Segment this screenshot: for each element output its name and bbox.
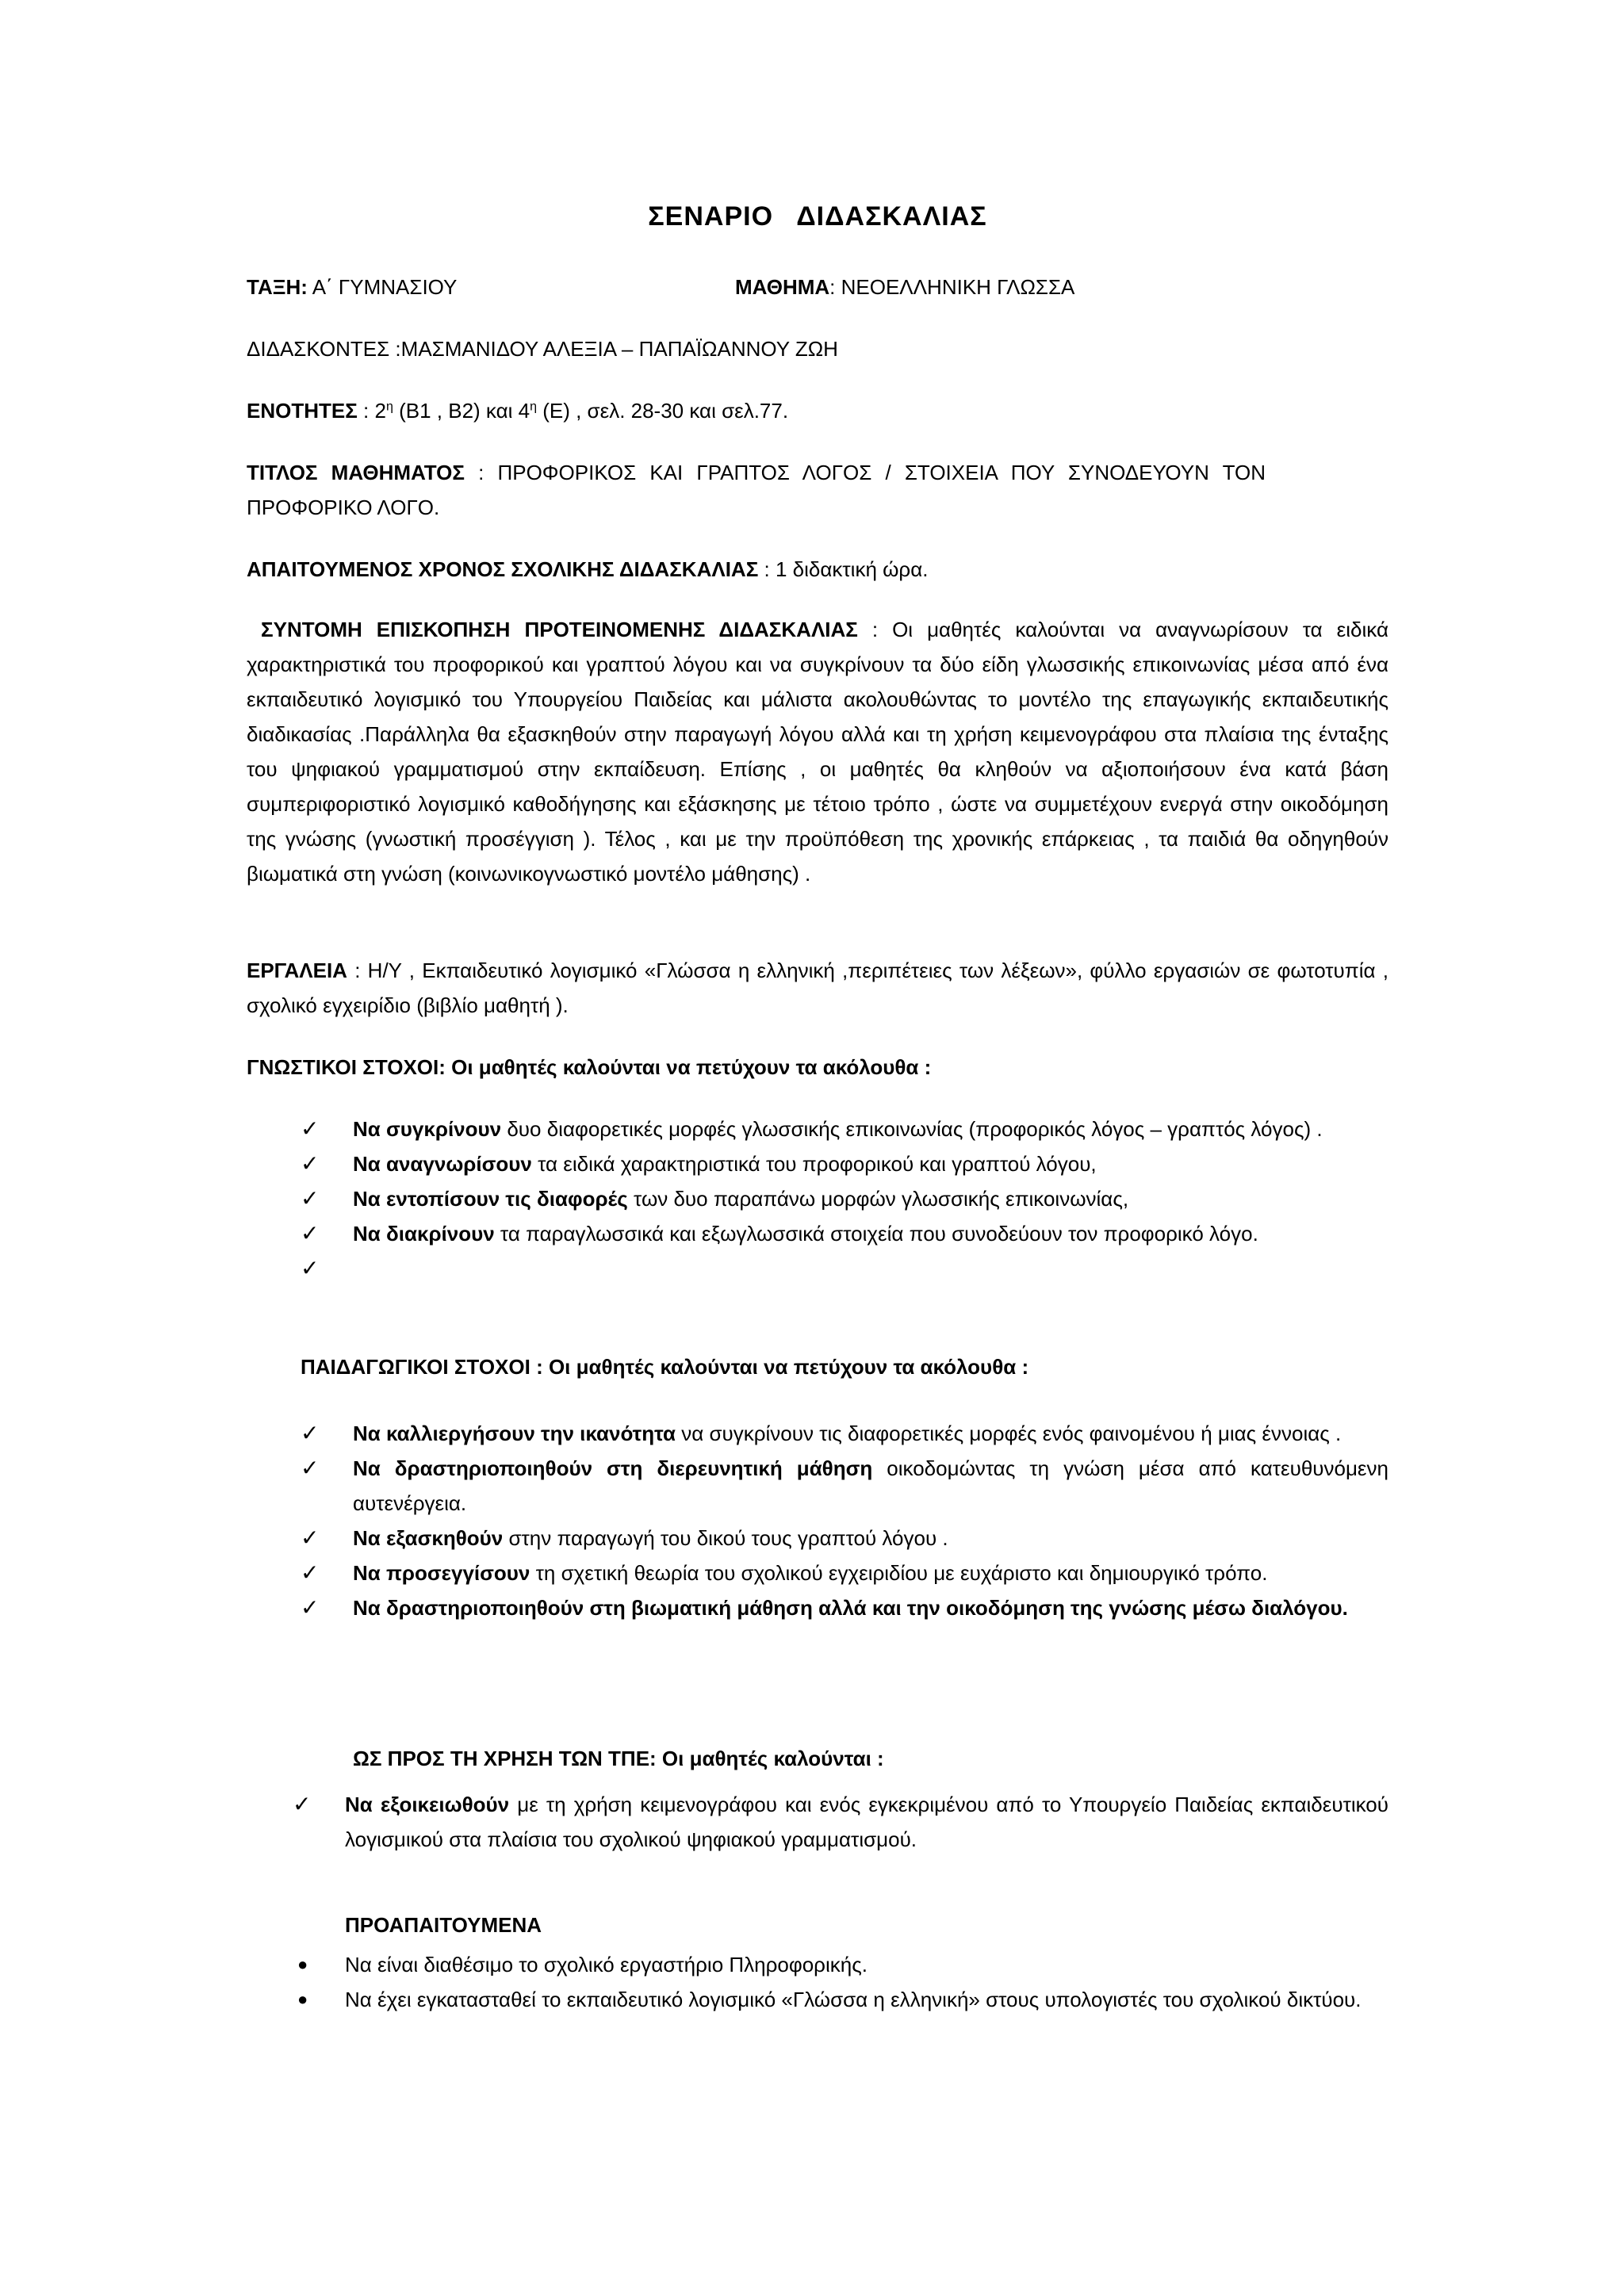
units-line: [247, 393, 788, 428]
goal-verb: Να διακρίνουν: [353, 1222, 495, 1246]
lesson-title-paragraph: [247, 455, 1266, 525]
goal-verb: Να προσεγγίσουν: [353, 1561, 530, 1585]
teachers-line: ΔΙΔΑΣΚΟΝΤΕΣ :ΜΑΣΜΑΝΙΔΟΥ ΑΛΕΞΙΑ – ΠΑΠΑΪΩΑΝΝΟΥ ΖΩΗ: [247, 337, 838, 361]
goal-text: με τη χρήση κειμενογράφου και ενός εγκεκριμένου από το Υπουργείο Παιδείας εκπαιδευτικού λογισμικού στα πλαίσια του σχολικού ψηφιακού γραμματισμού.: [345, 1793, 1388, 1851]
page-title: ΣΕΝΑΡΙΟ ΔΙΔΑΣΚΑΛΙΑΣ: [648, 201, 987, 232]
tools-paragraph: [247, 953, 1388, 1023]
class-value: Α΄ ΓΥΜΝΑΣΙΟΥ: [312, 275, 458, 299]
cognitive-goals-list: [247, 1112, 1388, 1286]
list-item: [247, 1146, 1388, 1181]
bullet-dot-icon: ●: [297, 1954, 308, 1974]
time-label: ΑΠΑΙΤΟΥΜΕΝΟΣ ΧΡΟΝΟΣ ΣΧΟΛΙΚΗΣ ΔΙΔΑΣΚΑΛΙΑΣ: [247, 557, 759, 581]
goal-text: στην παραγωγή του δικού τους γραπτού λόγου .: [503, 1526, 948, 1550]
goal-text: των δυο παραπάνω μορφών γλωσσικής επικοινωνίας,: [627, 1187, 1129, 1211]
units-sup-2: η: [530, 400, 537, 414]
prerequisite-text: Να έχει εγκατασταθεί το εκπαιδευτικό λογισμικό «Γλώσσα η ελληνική» στους υπολογιστές του σχολικού δικτύου.: [345, 1988, 1362, 2011]
lesson-title-value: : ΠΡΟΦΟΡΙΚΟΣ ΚΑΙ ΓΡΑΠΤΟΣ ΛΟΓΟΣ / ΣΤΟΙΧΕΙΑ ΠΟΥ ΣΥΝΟΔΕΥΟΥΝ ΤΟΝ ΠΡΟΦΟΡΙΚΟ ΛΟΓΟ.: [247, 461, 1266, 519]
check-mark-icon: ✓: [301, 1456, 320, 1480]
goal-verb: Να δραστηριοποιηθούν στη βιωματική μάθηση αλλά και την οικοδόμηση της γνώσης μέσω διαλόγου.: [353, 1596, 1348, 1620]
list-item: [247, 1787, 1388, 1857]
prerequisites-heading: ΠΡΟΑΠΑΙΤΟΥΜΕΝΑ: [345, 1913, 542, 1937]
lesson-title-label: ΤΙΤΛΟΣ ΜΑΘΗΜΑΤΟΣ: [247, 461, 465, 484]
units-pre: : 2: [357, 399, 386, 423]
goal-text: τα παραγλωσσικά και εξωγλωσσικά στοιχεία που συνοδεύουν τον προφορικό λόγο.: [494, 1222, 1258, 1246]
overview-text: : Οι μαθητές καλούνται να αναγνωρίσουν τα ειδικά χαρακτηριστικά του προφορικού και γραπτού λόγου και να συγκρίνουν τα δύο είδη γλωσσικής επικοινωνίας μέσα από ένα εκπαιδευτικό λογισμικό του Υπουργείου Παιδείας και μάλιστα ακολουθώντας το μοντέλο της επαγωγικής εκπαιδευτικής διαδικασίας .Παράλληλα θα εξασκηθούν στην παραγωγή λόγου αλλά και τη χρήση κειμενογράφου στα πλαίσια της ένταξης του ψηφιακού γραμματισμού στην εκπαίδευση. Επίσης , οι μαθητές θα κληθούν να αξιοποιήσουν ένα κατά βάση συμπεριφοριστικό λογισμικό καθοδήγησης και εξάσκησης με τέτοιο τρόπο , ώστε να συμμετέχουν ενεργά στην οικοδόμηση της γνώσης (γνωστική προσέγγιση ). Τέλος , και με την προϋπόθεση της χρονικής επάρκειας , τα παιδιά θα οδηγηθούν βιωματικά στη γνώση (κοινωνικογνωστικό μοντέλο μάθησης) .: [247, 618, 1388, 886]
units-mid: (Β1 , Β2) και 4: [393, 399, 530, 423]
goal-text: τη σχετική θεωρία του σχολικού εγχειριδίου με ευχάριστο και δημιουργικό τρόπο.: [530, 1561, 1268, 1585]
subject-label: ΜΑΘΗΜΑ: [735, 275, 830, 299]
list-item: [247, 1556, 1388, 1590]
goal-verb: Να εξασκηθούν: [353, 1526, 504, 1550]
list-item: [247, 1451, 1388, 1521]
check-mark-icon: ✓: [301, 1116, 320, 1141]
pedagogical-goals-heading: ΠΑΙΔΑΓΩΓΙΚΟΙ ΣΤΟΧΟΙ : Οι μαθητές καλούνται να πετύχουν τα ακόλουθα :: [301, 1355, 1029, 1379]
check-mark-icon: ✓: [301, 1256, 320, 1280]
goal-verb: Να αναγνωρίσουν: [353, 1152, 532, 1176]
prerequisite-text: Να είναι διαθέσιμο το σχολικό εργαστήριο Πληροφορικής.: [345, 1953, 868, 1976]
class-line: [247, 270, 457, 304]
goal-text: οικοδομώντας τη γνώση μέσα από κατευθυνόμενη αυτενέργεια.: [353, 1456, 1388, 1515]
tools-label: ΕΡΓΑΛΕΙΑ: [247, 959, 347, 982]
subject-value: : ΝΕΟΕΛΛΗΝΙΚΗ ΓΛΩΣΣΑ: [829, 275, 1075, 299]
overview-label: ΣΥΝΤΟΜΗ ΕΠΙΣΚΟΠΗΣΗ ΠΡΟΤΕΙΝΟΜΕΝΗΣ ΔΙΔΑΣΚΑΛΙΑΣ: [261, 618, 858, 641]
goal-verb: Να καλλιεργήσουν την ικανότητα: [353, 1422, 676, 1445]
goal-text: τα ειδικά χαρακτηριστικά του προφορικού και γραπτού λόγου,: [531, 1152, 1097, 1176]
time-line: [247, 552, 928, 587]
units-sup-1: η: [385, 400, 393, 414]
goal-verb: Να εξοικειωθούν: [345, 1793, 510, 1816]
overview-paragraph: [247, 612, 1388, 891]
check-mark-icon: ✓: [301, 1186, 320, 1211]
subject-line: [735, 270, 1074, 304]
list-item: [247, 1251, 1388, 1286]
tools-text: : Η/Υ , Εκπαιδευτικό λογισμικό «Γλώσσα η ελληνική ,περιπέτειες των λέξεων», φύλλο εργασιών σε φωτοτυπία , σχολικό εγχειρίδιο (βιβλίο μαθητή ).: [247, 959, 1388, 1017]
units-label: ΕΝΟΤΗΤΕΣ: [247, 399, 358, 423]
check-mark-icon: ✓: [301, 1595, 320, 1620]
check-mark-icon: ✓: [301, 1560, 320, 1585]
prerequisites-list: [247, 1947, 1388, 2017]
list-item: [247, 1181, 1388, 1216]
goal-verb: Να συγκρίνουν: [353, 1117, 502, 1141]
time-value: : 1 διδακτική ώρα.: [758, 557, 929, 581]
goal-verb: Να δραστηριοποιηθούν στη διερευνητική μάθηση: [353, 1456, 873, 1480]
list-item: [247, 1216, 1388, 1251]
pedagogical-goals-list: [247, 1416, 1388, 1625]
check-mark-icon: ✓: [301, 1221, 320, 1246]
cognitive-goals-heading: ΓΝΩΣΤΙΚΟΙ ΣΤΟΧΟΙ: Οι μαθητές καλούνται να πετύχουν τα ακόλουθα :: [247, 1055, 932, 1079]
list-item: [247, 1112, 1388, 1146]
goal-text: να συγκρίνουν τις διαφορετικές μορφές ενός φαινομένου ή μιας έννοιας .: [675, 1422, 1342, 1445]
units-post: (Ε) , σελ. 28-30 και σελ.77.: [537, 399, 789, 423]
bullet-dot-icon: ●: [297, 1989, 308, 2009]
check-mark-icon: ✓: [301, 1421, 320, 1445]
check-mark-icon: ✓: [293, 1792, 312, 1816]
goal-verb: Να εντοπίσουν τις διαφορές: [353, 1187, 628, 1211]
ict-goals-list: [247, 1787, 1388, 1857]
list-item: [247, 1590, 1388, 1625]
ict-goals-heading: ΩΣ ΠΡΟΣ ΤΗ ΧΡΗΣΗ ΤΩΝ ΤΠΕ: Οι μαθητές καλούνται :: [353, 1747, 884, 1770]
goal-text: δυο διαφορετικές μορφές γλωσσικής επικοινωνίας (προφορικός λόγος – γραπτός λόγος) .: [501, 1117, 1323, 1141]
class-label: ΤΑΞΗ:: [247, 275, 308, 299]
list-item: [247, 1521, 1388, 1556]
list-item: [247, 1982, 1388, 2017]
check-mark-icon: ✓: [301, 1151, 320, 1176]
check-mark-icon: ✓: [301, 1525, 320, 1550]
list-item: [247, 1416, 1388, 1451]
list-item: [247, 1947, 1388, 1982]
